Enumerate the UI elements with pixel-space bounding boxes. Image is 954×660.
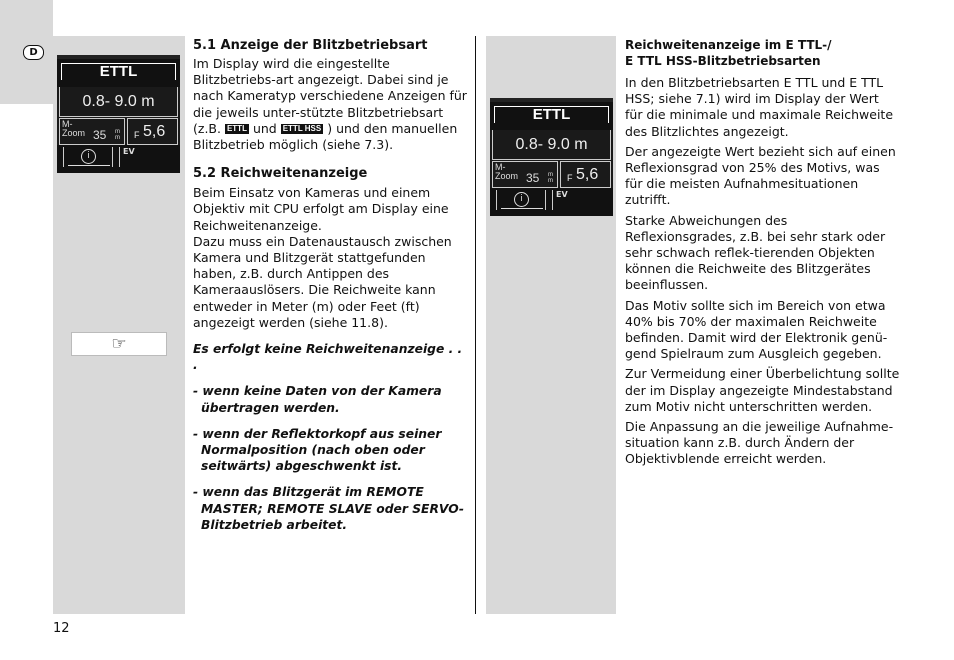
section-5-2-text-2: Dazu muss ein Datenaustausch zwischen Kamera und Blitzgerät stattgefunden haben, z.B. durch Antippen des Kameraauslösers. Die Reichweite kann entweder in Meter (m) oder Feet (ft) angezeigt werden (siehe 11.8). — [193, 233, 452, 330]
info-icon: i — [81, 149, 96, 164]
right-paragraph-2: Der angezeigte Wert bezieht sich auf einen Reflexionsgrad von 25% des Motivs, was für die meisten Aufnahmesituationen zutrifft. — [625, 143, 896, 208]
section-title-5-1: 5.1 Anzeige der Blitzbetriebsart — [193, 38, 428, 53]
section-5-2-text-1: Beim Einsatz von Kameras und einem Objektiv mit CPU erfolgt am Display eine Reichweitenanzeige. — [193, 185, 449, 233]
right-paragraph-6: Die Anpassung an die jeweilige Aufnahme-situation kann z.B. durch Ändern der Objektivblende erreicht werden. — [625, 419, 894, 467]
mode-label: ETTL — [494, 106, 609, 123]
ettl-hss-chip: ETTL HSS — [282, 123, 322, 133]
aperture-value: 5,6 — [143, 123, 166, 140]
right-paragraph-4: Das Motiv sollte sich im Bereich von etwa 40% bis 70% der maximalen Reichweite befinden. Damit wird der Elektronik genü-gend Spielraum zum Ausgleich gegeben. — [625, 297, 888, 362]
language-badge: D — [23, 45, 44, 60]
note-item-2: - wenn der Reflektorkopf aus seiner Normalposition (nach oben oder seitwärts) abgeschwenkt ist. — [193, 426, 442, 474]
right-title-2: E TTL HSS-Blitzbetriebsarten — [625, 54, 821, 68]
range-readout: 0.8- 9.0 m — [492, 130, 611, 160]
zoom-value: 35 — [93, 128, 107, 142]
zoom-value: 35 — [526, 171, 540, 185]
aperture-box: F 5,6 — [127, 118, 178, 145]
note-item-1: - wenn keine Daten von der Kamera übertragen werden. — [193, 384, 442, 415]
range-readout: 0.8- 9.0 m — [59, 87, 178, 117]
right-text-column — [625, 37, 900, 468]
ettl-chip: ETTL — [226, 123, 247, 133]
column-divider — [475, 36, 476, 614]
page-number: 12 — [53, 621, 70, 636]
section-5-1-text: Im Display wird die eingestellte Blitzbetriebs-art angezeigt. Dabei sind je nach Kameratyp verschiedene Anzeigen für die jeweils unter-stützte Blitzbetriebsart (z.B. ETTL und ETTL HSS ) und den manuellen Blitzbetrieb möglich (siehe 7.3). — [193, 56, 467, 153]
ev-label: EV — [119, 147, 178, 167]
note-title: Es erfolgt keine Reichweitenanzeige . . . — [193, 342, 463, 373]
mzoom-box: M- Zoom 35 m m — [59, 118, 125, 145]
aperture-value: 5,6 — [576, 166, 599, 183]
right-paragraph-1: In den Blitzbetriebsarten E TTL und E TTL HSS; siehe 7.1) wird im Display der Wert für die minimale und maximale Reichweite des Blitzlichtes angezeigt. — [625, 75, 894, 139]
right-paragraph-5: Zur Vermeidung einer Überbelichtung sollte der im Display angezeigte Mindestabstand zum Motiv nicht unterschritten werden. — [625, 366, 900, 414]
aperture-box: F 5,6 — [560, 161, 611, 188]
right-paragraph-3: Starke Abweichungen des Reflexionsgrades, z.B. bei sehr stark oder sehr schwach reflek-tierenden Objekten können die Reichweite des Blitzgerätes beeinflussen. — [625, 212, 886, 293]
info-icon: i — [514, 192, 529, 207]
left-text-column — [193, 38, 469, 533]
hint-hand-icon: ☞ — [71, 332, 167, 356]
section-title-5-2: 5.2 Reichweitenanzeige — [193, 166, 368, 182]
right-title-1: Reichweitenanzeige im E TTL-/ — [625, 38, 832, 52]
mzoom-box: M- Zoom 35 m m — [492, 161, 558, 188]
note-item-3: - wenn das Blitzgerät im REMOTE MASTER; REMOTE SLAVE oder SERVO-Blitzbetrieb arbeitet. — [193, 485, 465, 532]
ev-label: EV — [552, 190, 611, 210]
mode-label: ETTL — [61, 63, 176, 80]
